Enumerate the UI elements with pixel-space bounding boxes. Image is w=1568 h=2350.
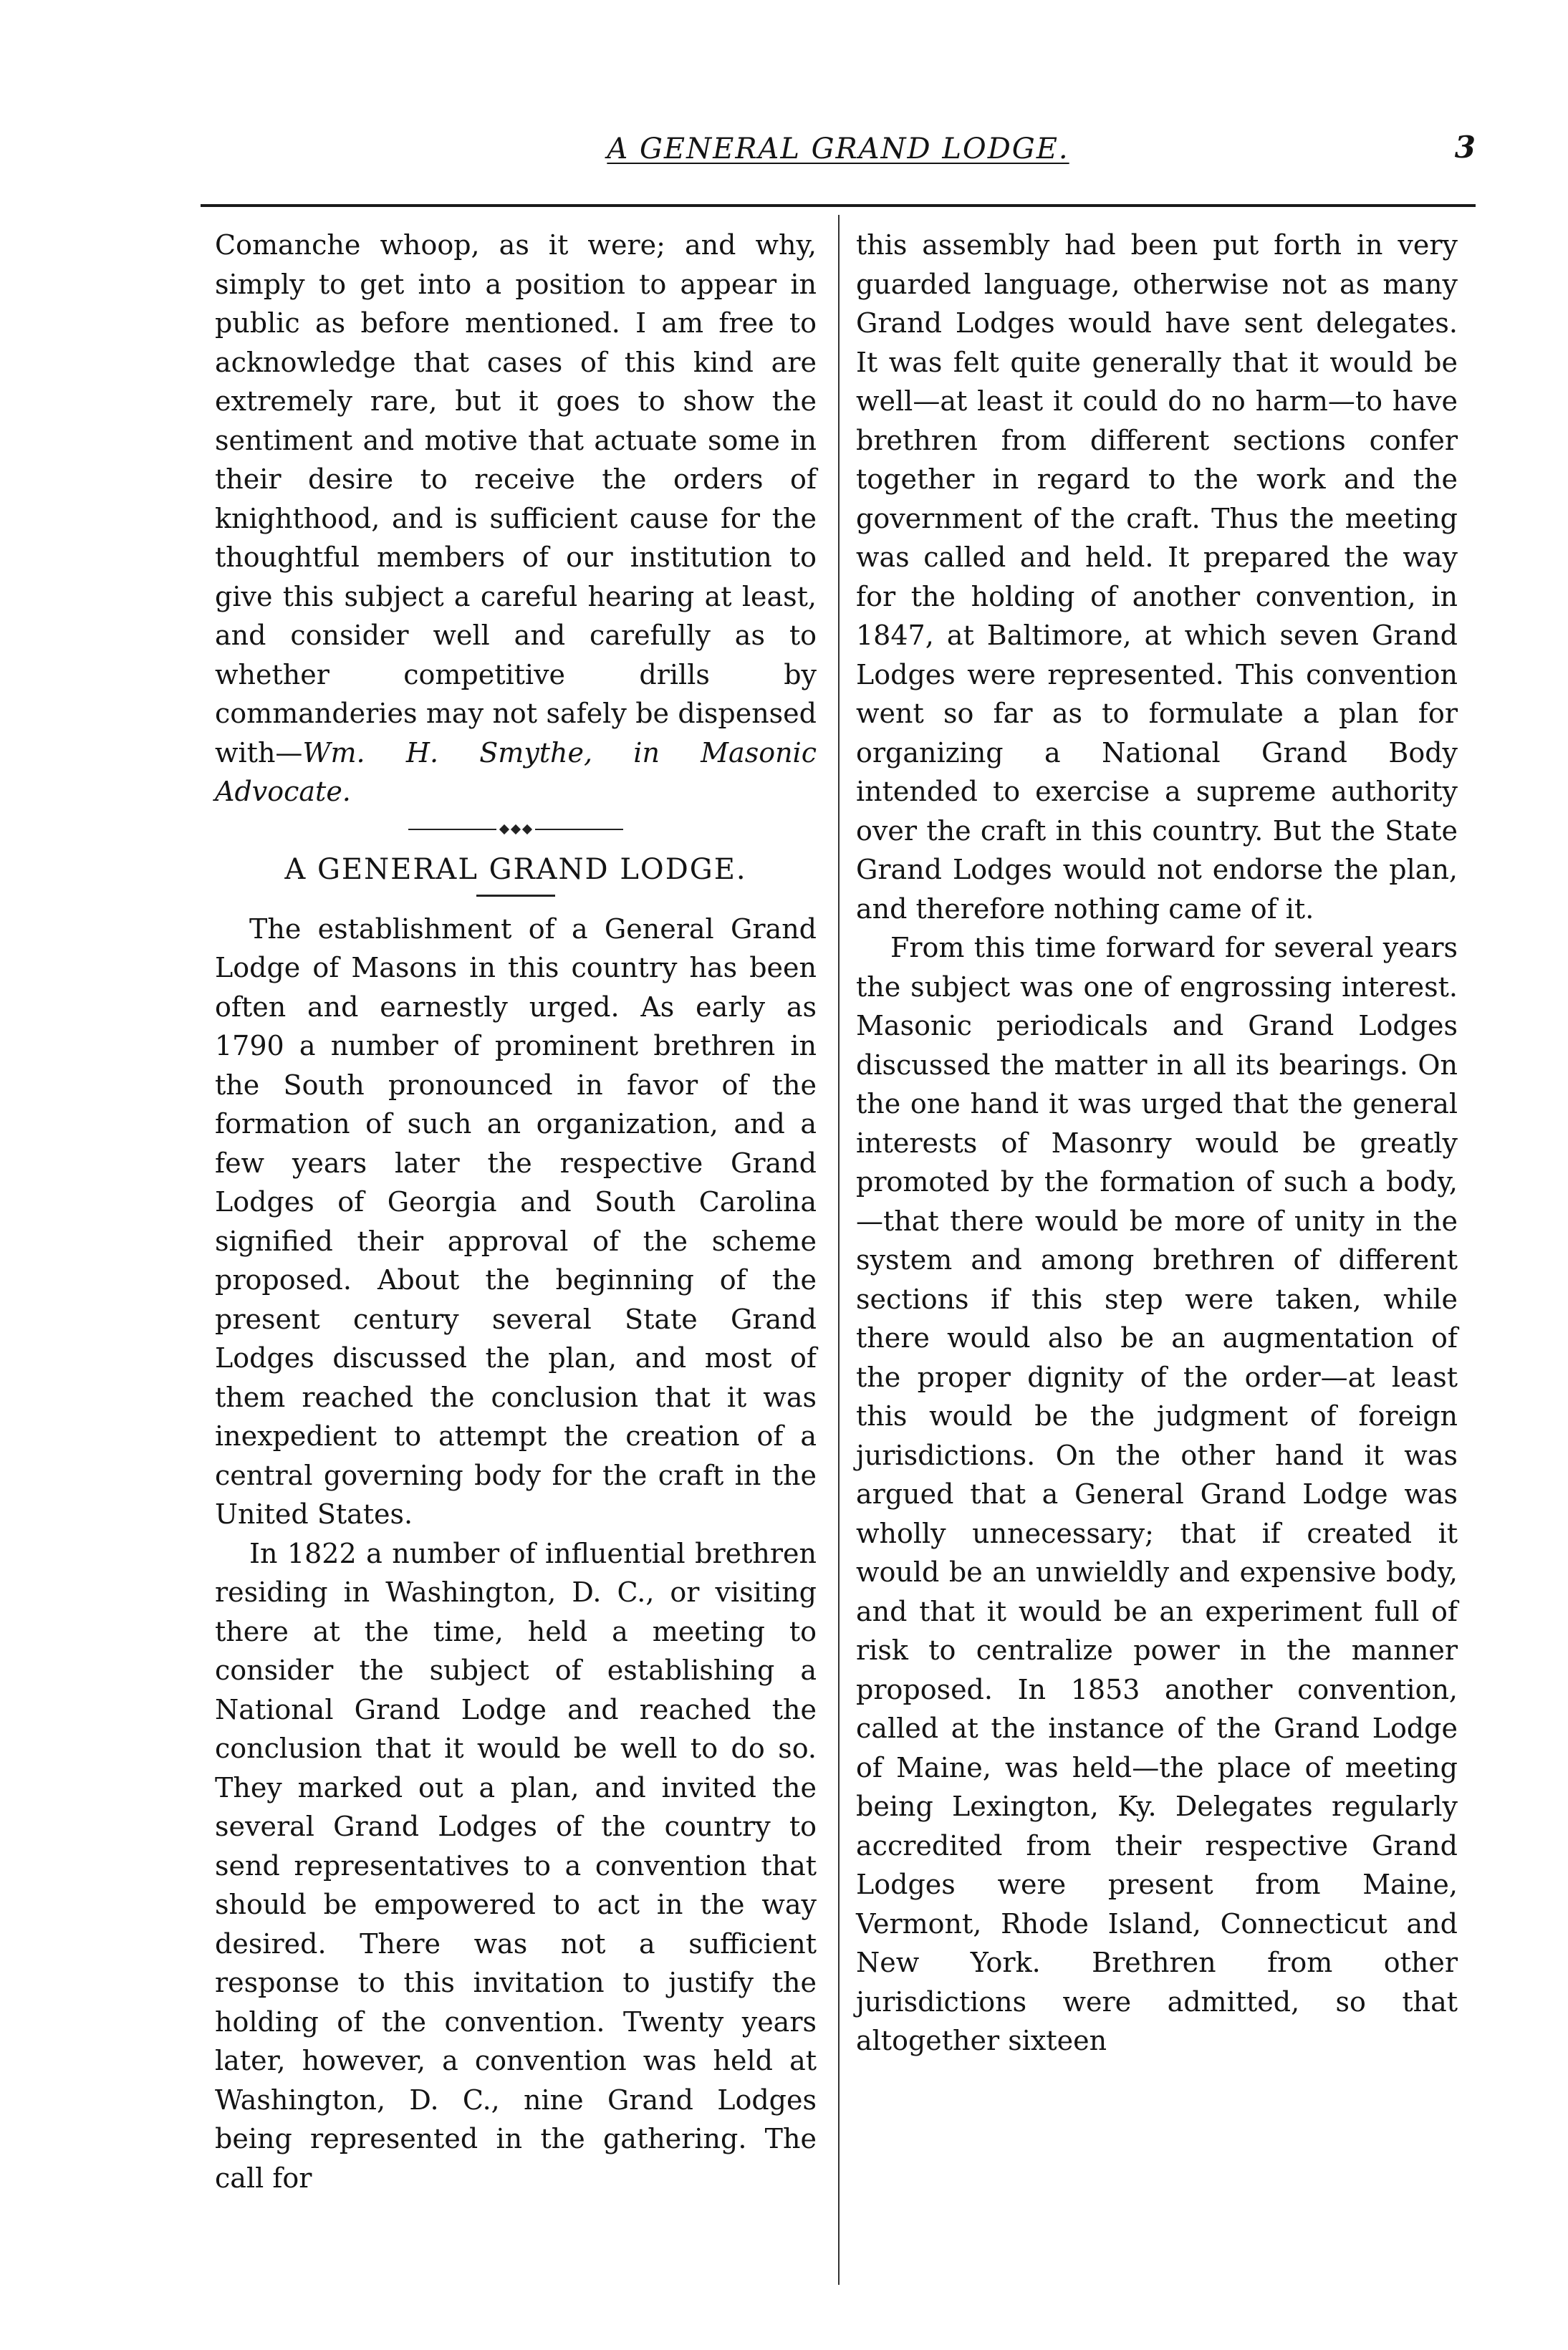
continued-paragraph xyxy=(215,226,817,812)
article-paragraph-4: From this time forward for several years the subject was one of engrossing interest. Masonic periodicals and Grand Lodges discussed the matter in all its bearings. On the one hand it was urged that the general interests of Masonry would be greatly promoted by the formation of such a body,—that there would be more of unity in the system and among brethren of different sections if this step were taken, while there would also be an augmentation of the proper dignity of the order—at least this would be the judgment of foreign jurisdictions. On the other hand it was argued that a General Grand Lodge was wholly unnecessary; that if created it would be an unwieldly and expensive body, and that it would be an experiment full of risk to centralize power in the manner proposed. In 1853 another convention, called at the instance of the Grand Lodge of Maine, was held—the place of meeting being Lexington, Ky. Delegates regularly accredited from their respective Grand Lodges were present from Maine, Vermont, Rhode Island, Connecticut and New York. Brethren from other jurisdictions were admitted, so that altogether sixteen xyxy=(856,932,1458,2056)
right-column xyxy=(856,226,1458,2061)
article-paragraph-2: In 1822 a number of influential brethren residing in Washington, D. C., or visiting there at the time, held a meeting to consider the subject of establishing a National Grand Lodge and reached the conclusion that it would be well to do so. They marked out a plan, and invited the several Grand Lodges of the country to send representatives to a convention that should be empowered to act in the way desired. There was not a sufficient response to this invitation to justify the holding of the convention. Twenty years later, however, a convention was held at Washington, D. C., nine Grand Lodges being represented in the gathering. The call for xyxy=(215,1537,817,2194)
running-title: A GENERAL GRAND LODGE. xyxy=(607,133,1069,165)
article-paragraph-3: this assembly had been put forth in very guarded language, otherwise not as many Grand Lodges would have sent delegates. It was felt quite generally that it would be well—at least it could do no harm—to have brethren from different sections confer together in regard to the work and the government of the craft. Thus the meeting was called and held. It prepared the way for the holding of another convention, in 1847, at Baltimore, at which seven Grand Lodges were represented. This convention went so far as to formulate a plan for organizing a National Grand Body intended to exercise a supreme authority over the craft in this country. But the State Grand Lodges would not endorse the plan, and therefore nothing came of it. xyxy=(856,229,1458,925)
left-column xyxy=(215,226,817,2197)
column-divider xyxy=(838,215,840,2285)
page-number: 3 xyxy=(1454,130,1476,165)
author-signature: Wm. H. Smythe, in Masonic Advocate. xyxy=(215,736,817,807)
header-rule xyxy=(201,204,1476,207)
article-heading: A GENERAL GRAND LODGE. xyxy=(284,852,747,886)
page-header xyxy=(201,130,1476,183)
article-paragraph-1: The establishment of a General Grand Lodge of Masons in this country has been often and earnestly urged. As early as 1790 a number of prominent brethren in the South pronounced in favor of the formation of such an organization, and a few years later the respective Grand Lodges of Georgia and South Carolina signified their approval of the scheme proposed. About the beginning of the present century several State Grand Lodges discussed the plan, and most of them reached the conclusion that it was inexpedient to attempt the creation of a central governing body for the craft in the United States. xyxy=(215,912,817,1530)
continued-paragraph-text: Comanche whoop, as it were; and why, simply to get into a position to appear in public as before mentioned. I am free to acknowledge that cases of this kind are extremely rare, but it goes to show the sentiment and motive that actuate some in their desire to receive the orders of knighthood, and is sufficient cause for the thoughtful members of our institution to give this subject a careful hearing at least, and consider well and carefully as to whether competitive drills by commanderies may not safely be dispensed with— xyxy=(215,229,817,769)
heading-rule xyxy=(476,895,555,897)
section-ornament xyxy=(408,819,623,840)
